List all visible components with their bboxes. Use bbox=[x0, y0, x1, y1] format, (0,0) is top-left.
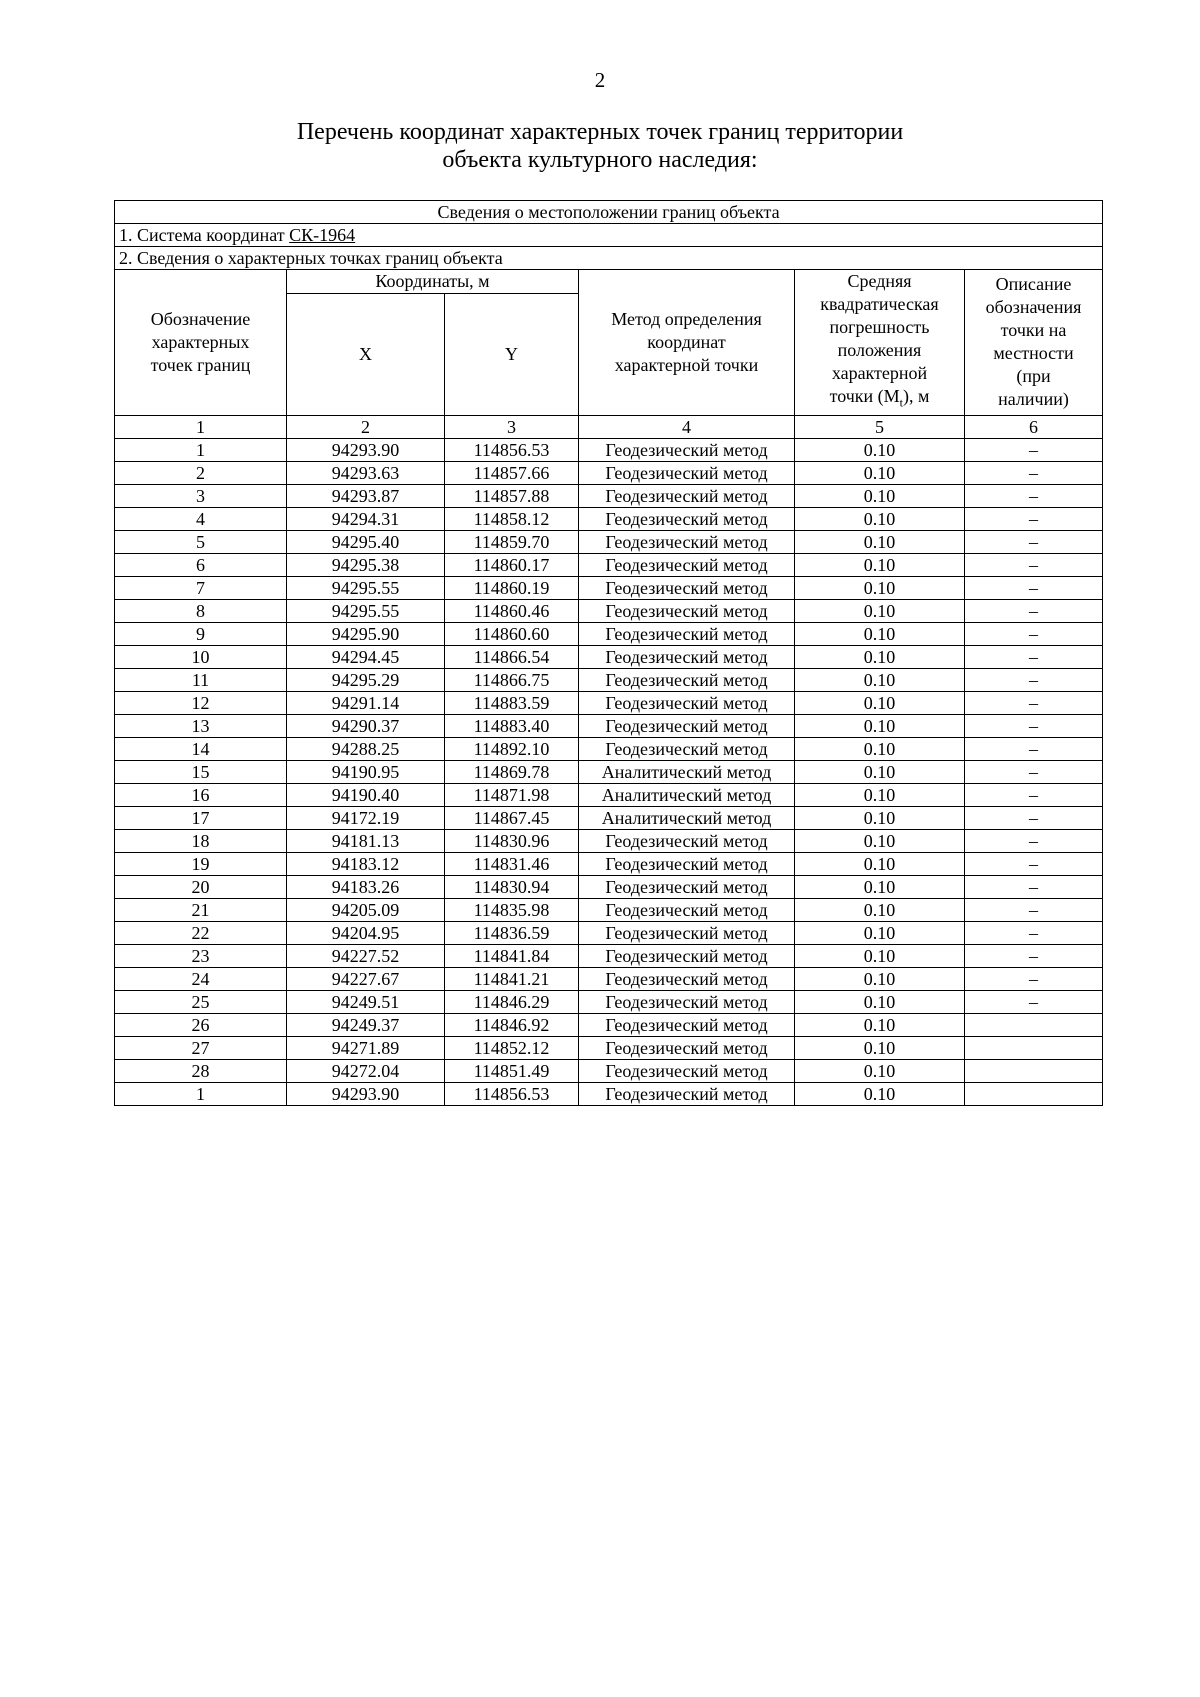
point-number-cell: 17 bbox=[115, 806, 287, 829]
table-row bbox=[115, 990, 1103, 1013]
table-row bbox=[115, 530, 1103, 553]
method-cell: Геодезический метод bbox=[579, 944, 795, 967]
section-2-heading: 2. Сведения о характерных точках границ объекта bbox=[115, 247, 1103, 270]
point-number-cell: 16 bbox=[115, 783, 287, 806]
accuracy-cell: 0.10 bbox=[795, 668, 965, 691]
y-coordinate-cell: 114830.94 bbox=[445, 875, 579, 898]
coordinates-table bbox=[114, 200, 1103, 1106]
table-row bbox=[115, 944, 1103, 967]
x-coordinate-cell: 94227.52 bbox=[287, 944, 445, 967]
coord-system-value: СК-1964 bbox=[289, 225, 356, 245]
table-row bbox=[115, 1082, 1103, 1105]
x-coordinate-cell: 94294.31 bbox=[287, 507, 445, 530]
accuracy-cell: 0.10 bbox=[795, 737, 965, 760]
point-number-cell: 23 bbox=[115, 944, 287, 967]
method-cell: Геодезический метод bbox=[579, 645, 795, 668]
y-coordinate-cell: 114857.66 bbox=[445, 461, 579, 484]
method-cell: Геодезический метод bbox=[579, 576, 795, 599]
table-row bbox=[115, 967, 1103, 990]
y-coordinate-cell: 114856.53 bbox=[445, 1082, 579, 1105]
y-coordinate-cell: 114841.84 bbox=[445, 944, 579, 967]
description-cell: – bbox=[965, 990, 1103, 1013]
description-cell: – bbox=[965, 553, 1103, 576]
point-number-cell: 15 bbox=[115, 760, 287, 783]
accuracy-cell: 0.10 bbox=[795, 1036, 965, 1059]
y-coordinate-cell: 114867.45 bbox=[445, 806, 579, 829]
x-coordinate-cell: 94183.26 bbox=[287, 875, 445, 898]
y-coordinate-cell: 114858.12 bbox=[445, 507, 579, 530]
x-coordinate-cell: 94190.40 bbox=[287, 783, 445, 806]
accuracy-cell: 0.10 bbox=[795, 783, 965, 806]
point-number-cell: 14 bbox=[115, 737, 287, 760]
x-coordinate-cell: 94205.09 bbox=[287, 898, 445, 921]
method-cell: Геодезический метод bbox=[579, 1082, 795, 1105]
y-coordinate-cell: 114892.10 bbox=[445, 737, 579, 760]
method-cell: Геодезический метод bbox=[579, 714, 795, 737]
point-number-cell: 21 bbox=[115, 898, 287, 921]
y-coordinate-cell: 114859.70 bbox=[445, 530, 579, 553]
point-number-cell: 24 bbox=[115, 967, 287, 990]
description-cell: – bbox=[965, 622, 1103, 645]
description-cell: – bbox=[965, 576, 1103, 599]
method-cell: Геодезический метод bbox=[579, 967, 795, 990]
x-coordinate-cell: 94293.63 bbox=[287, 461, 445, 484]
description-cell: – bbox=[965, 507, 1103, 530]
description-cell bbox=[965, 1059, 1103, 1082]
accuracy-cell: 0.10 bbox=[795, 691, 965, 714]
x-coordinate-cell: 94295.29 bbox=[287, 668, 445, 691]
table-row bbox=[115, 852, 1103, 875]
description-cell: – bbox=[965, 691, 1103, 714]
method-cell: Геодезический метод bbox=[579, 875, 795, 898]
accuracy-cell: 0.10 bbox=[795, 714, 965, 737]
x-coordinate-cell: 94293.87 bbox=[287, 484, 445, 507]
accuracy-cell: 0.10 bbox=[795, 990, 965, 1013]
point-number-cell: 19 bbox=[115, 852, 287, 875]
y-coordinate-cell: 114860.17 bbox=[445, 553, 579, 576]
header-point-designation: Обозначение характерных точек границ bbox=[115, 270, 287, 416]
method-cell: Геодезический метод bbox=[579, 921, 795, 944]
description-cell: – bbox=[965, 967, 1103, 990]
table-row bbox=[115, 1013, 1103, 1036]
y-coordinate-cell: 114856.53 bbox=[445, 438, 579, 461]
accuracy-cell: 0.10 bbox=[795, 645, 965, 668]
accuracy-cell: 0.10 bbox=[795, 898, 965, 921]
header-accuracy: Средняя квадратическая погрешность положения характерной точки $(M_t)$, м bbox=[795, 270, 965, 416]
point-number-cell: 25 bbox=[115, 990, 287, 1013]
table-row bbox=[115, 737, 1103, 760]
accuracy-cell: 0.10 bbox=[795, 599, 965, 622]
accuracy-cell: 0.10 bbox=[795, 576, 965, 599]
description-cell: – bbox=[965, 645, 1103, 668]
y-coordinate-cell: 114846.92 bbox=[445, 1013, 579, 1036]
description-cell: – bbox=[965, 438, 1103, 461]
description-cell: – bbox=[965, 783, 1103, 806]
point-number-cell: 3 bbox=[115, 484, 287, 507]
description-cell: – bbox=[965, 806, 1103, 829]
accuracy-cell: 0.10 bbox=[795, 553, 965, 576]
point-number-cell: 28 bbox=[115, 1059, 287, 1082]
accuracy-cell: 0.10 bbox=[795, 438, 965, 461]
description-cell bbox=[965, 1036, 1103, 1059]
point-number-cell: 10 bbox=[115, 645, 287, 668]
description-cell bbox=[965, 1082, 1103, 1105]
accuracy-cell: 0.10 bbox=[795, 1013, 965, 1036]
method-cell: Аналитический метод bbox=[579, 760, 795, 783]
method-cell: Геодезический метод bbox=[579, 438, 795, 461]
table-row bbox=[115, 829, 1103, 852]
accuracy-cell: 0.10 bbox=[795, 1059, 965, 1082]
point-number-cell: 11 bbox=[115, 668, 287, 691]
y-coordinate-cell: 114866.54 bbox=[445, 645, 579, 668]
method-cell: Геодезический метод bbox=[579, 829, 795, 852]
table-row bbox=[115, 1059, 1103, 1082]
description-cell: – bbox=[965, 530, 1103, 553]
method-cell: Геодезический метод bbox=[579, 737, 795, 760]
table-row bbox=[115, 576, 1103, 599]
table-row bbox=[115, 1036, 1103, 1059]
method-cell: Геодезический метод bbox=[579, 852, 795, 875]
y-coordinate-cell: 114860.60 bbox=[445, 622, 579, 645]
column-number-row: 1 2 3 4 5 6 bbox=[115, 415, 1103, 438]
description-cell: – bbox=[965, 714, 1103, 737]
point-number-cell: 13 bbox=[115, 714, 287, 737]
header-y: Y bbox=[445, 293, 579, 415]
point-number-cell: 1 bbox=[115, 438, 287, 461]
x-coordinate-cell: 94190.95 bbox=[287, 760, 445, 783]
description-cell bbox=[965, 1013, 1103, 1036]
accuracy-cell: 0.10 bbox=[795, 484, 965, 507]
point-number-cell: 12 bbox=[115, 691, 287, 714]
x-coordinate-cell: 94181.13 bbox=[287, 829, 445, 852]
accuracy-cell: 0.10 bbox=[795, 760, 965, 783]
y-coordinate-cell: 114866.75 bbox=[445, 668, 579, 691]
method-cell: Геодезический метод bbox=[579, 898, 795, 921]
y-coordinate-cell: 114836.59 bbox=[445, 921, 579, 944]
y-coordinate-cell: 114883.59 bbox=[445, 691, 579, 714]
description-cell: – bbox=[965, 599, 1103, 622]
y-coordinate-cell: 114841.21 bbox=[445, 967, 579, 990]
accuracy-cell: 0.10 bbox=[795, 852, 965, 875]
table-row bbox=[115, 553, 1103, 576]
description-cell: – bbox=[965, 898, 1103, 921]
point-number-cell: 2 bbox=[115, 461, 287, 484]
coord-system-row bbox=[115, 224, 1103, 247]
point-number-cell: 8 bbox=[115, 599, 287, 622]
x-coordinate-cell: 94295.55 bbox=[287, 576, 445, 599]
method-cell: Геодезический метод bbox=[579, 461, 795, 484]
description-cell: – bbox=[965, 875, 1103, 898]
y-coordinate-cell: 114852.12 bbox=[445, 1036, 579, 1059]
x-coordinate-cell: 94295.38 bbox=[287, 553, 445, 576]
x-coordinate-cell: 94249.37 bbox=[287, 1013, 445, 1036]
point-number-cell: 22 bbox=[115, 921, 287, 944]
table-row bbox=[115, 691, 1103, 714]
y-coordinate-cell: 114860.46 bbox=[445, 599, 579, 622]
point-number-cell: 20 bbox=[115, 875, 287, 898]
table-row bbox=[115, 668, 1103, 691]
y-coordinate-cell: 114831.46 bbox=[445, 852, 579, 875]
description-cell: – bbox=[965, 921, 1103, 944]
accuracy-cell: 0.10 bbox=[795, 944, 965, 967]
y-coordinate-cell: 114871.98 bbox=[445, 783, 579, 806]
table-row bbox=[115, 783, 1103, 806]
accuracy-cell: 0.10 bbox=[795, 829, 965, 852]
header-coordinates: Координаты, м bbox=[287, 270, 579, 294]
y-coordinate-cell: 114883.40 bbox=[445, 714, 579, 737]
method-cell: Аналитический метод bbox=[579, 806, 795, 829]
description-cell: – bbox=[965, 829, 1103, 852]
table-row bbox=[115, 599, 1103, 622]
table-row bbox=[115, 875, 1103, 898]
table-row bbox=[115, 806, 1103, 829]
description-cell: – bbox=[965, 944, 1103, 967]
table-row bbox=[115, 438, 1103, 461]
point-number-cell: 9 bbox=[115, 622, 287, 645]
y-coordinate-cell: 114851.49 bbox=[445, 1059, 579, 1082]
table-row bbox=[115, 622, 1103, 645]
x-coordinate-cell: 94290.37 bbox=[287, 714, 445, 737]
point-number-cell: 7 bbox=[115, 576, 287, 599]
accuracy-cell: 0.10 bbox=[795, 921, 965, 944]
y-coordinate-cell: 114869.78 bbox=[445, 760, 579, 783]
method-cell: Геодезический метод bbox=[579, 691, 795, 714]
method-cell: Геодезический метод bbox=[579, 553, 795, 576]
page-number: 2 bbox=[594, 68, 606, 92]
method-cell: Геодезический метод bbox=[579, 484, 795, 507]
point-number-cell: 6 bbox=[115, 553, 287, 576]
point-number-cell: 4 bbox=[115, 507, 287, 530]
x-coordinate-cell: 94249.51 bbox=[287, 990, 445, 1013]
method-cell: Геодезический метод bbox=[579, 530, 795, 553]
description-cell: – bbox=[965, 484, 1103, 507]
table-row bbox=[115, 714, 1103, 737]
y-coordinate-cell: 114860.19 bbox=[445, 576, 579, 599]
x-coordinate-cell: 94227.67 bbox=[287, 967, 445, 990]
description-cell: – bbox=[965, 737, 1103, 760]
y-coordinate-cell: 114830.96 bbox=[445, 829, 579, 852]
table-row bbox=[115, 461, 1103, 484]
method-cell: Геодезический метод bbox=[579, 1036, 795, 1059]
table-row bbox=[115, 484, 1103, 507]
title-line-1: Перечень координат характерных точек границ территории bbox=[296, 119, 904, 145]
x-coordinate-cell: 94293.90 bbox=[287, 1082, 445, 1105]
x-coordinate-cell: 94204.95 bbox=[287, 921, 445, 944]
accuracy-cell: 0.10 bbox=[795, 967, 965, 990]
table-row bbox=[115, 921, 1103, 944]
method-cell: Геодезический метод bbox=[579, 1059, 795, 1082]
accuracy-cell: 0.10 bbox=[795, 875, 965, 898]
accuracy-cell: 0.10 bbox=[795, 622, 965, 645]
point-number-cell: 27 bbox=[115, 1036, 287, 1059]
document-title bbox=[0, 118, 1200, 174]
y-coordinate-cell: 114846.29 bbox=[445, 990, 579, 1013]
accuracy-cell: 0.10 bbox=[795, 806, 965, 829]
table-row bbox=[115, 760, 1103, 783]
description-cell: – bbox=[965, 461, 1103, 484]
accuracy-cell: 0.10 bbox=[795, 461, 965, 484]
description-cell: – bbox=[965, 668, 1103, 691]
x-coordinate-cell: 94295.90 bbox=[287, 622, 445, 645]
header-method: Метод определения координат характерной точки bbox=[579, 270, 795, 416]
x-coordinate-cell: 94172.19 bbox=[287, 806, 445, 829]
method-cell: Геодезический метод bbox=[579, 507, 795, 530]
accuracy-cell: 0.10 bbox=[795, 1082, 965, 1105]
method-cell: Геодезический метод bbox=[579, 668, 795, 691]
method-cell: Геодезический метод bbox=[579, 990, 795, 1013]
x-coordinate-cell: 94291.14 bbox=[287, 691, 445, 714]
method-cell: Геодезический метод bbox=[579, 622, 795, 645]
accuracy-cell: 0.10 bbox=[795, 507, 965, 530]
x-coordinate-cell: 94294.45 bbox=[287, 645, 445, 668]
x-coordinate-cell: 94295.40 bbox=[287, 530, 445, 553]
accuracy-cell: 0.10 bbox=[795, 530, 965, 553]
point-number-cell: 1 bbox=[115, 1082, 287, 1105]
table-row bbox=[115, 645, 1103, 668]
description-cell: – bbox=[965, 852, 1103, 875]
table-row bbox=[115, 507, 1103, 530]
x-coordinate-cell: 94272.04 bbox=[287, 1059, 445, 1082]
method-cell: Геодезический метод bbox=[579, 1013, 795, 1036]
header-x: X bbox=[287, 293, 445, 415]
point-number-cell: 5 bbox=[115, 530, 287, 553]
y-coordinate-cell: 114857.88 bbox=[445, 484, 579, 507]
method-cell: Аналитический метод bbox=[579, 783, 795, 806]
y-coordinate-cell: 114835.98 bbox=[445, 898, 579, 921]
table-row bbox=[115, 898, 1103, 921]
x-coordinate-cell: 94293.90 bbox=[287, 438, 445, 461]
description-cell: – bbox=[965, 760, 1103, 783]
coord-system-label: 1. Система координат bbox=[119, 225, 290, 245]
point-number-cell: 18 bbox=[115, 829, 287, 852]
method-cell: Геодезический метод bbox=[579, 599, 795, 622]
x-coordinate-cell: 94183.12 bbox=[287, 852, 445, 875]
x-coordinate-cell: 94288.25 bbox=[287, 737, 445, 760]
x-coordinate-cell: 94271.89 bbox=[287, 1036, 445, 1059]
table-caption: Сведения о местоположении границ объекта bbox=[115, 201, 1103, 224]
point-number-cell: 26 bbox=[115, 1013, 287, 1036]
title-line-2: объекта культурного наследия: bbox=[442, 147, 758, 173]
x-coordinate-cell: 94295.55 bbox=[287, 599, 445, 622]
header-description: Описание обозначения точки на местности (при наличии) bbox=[965, 270, 1103, 416]
